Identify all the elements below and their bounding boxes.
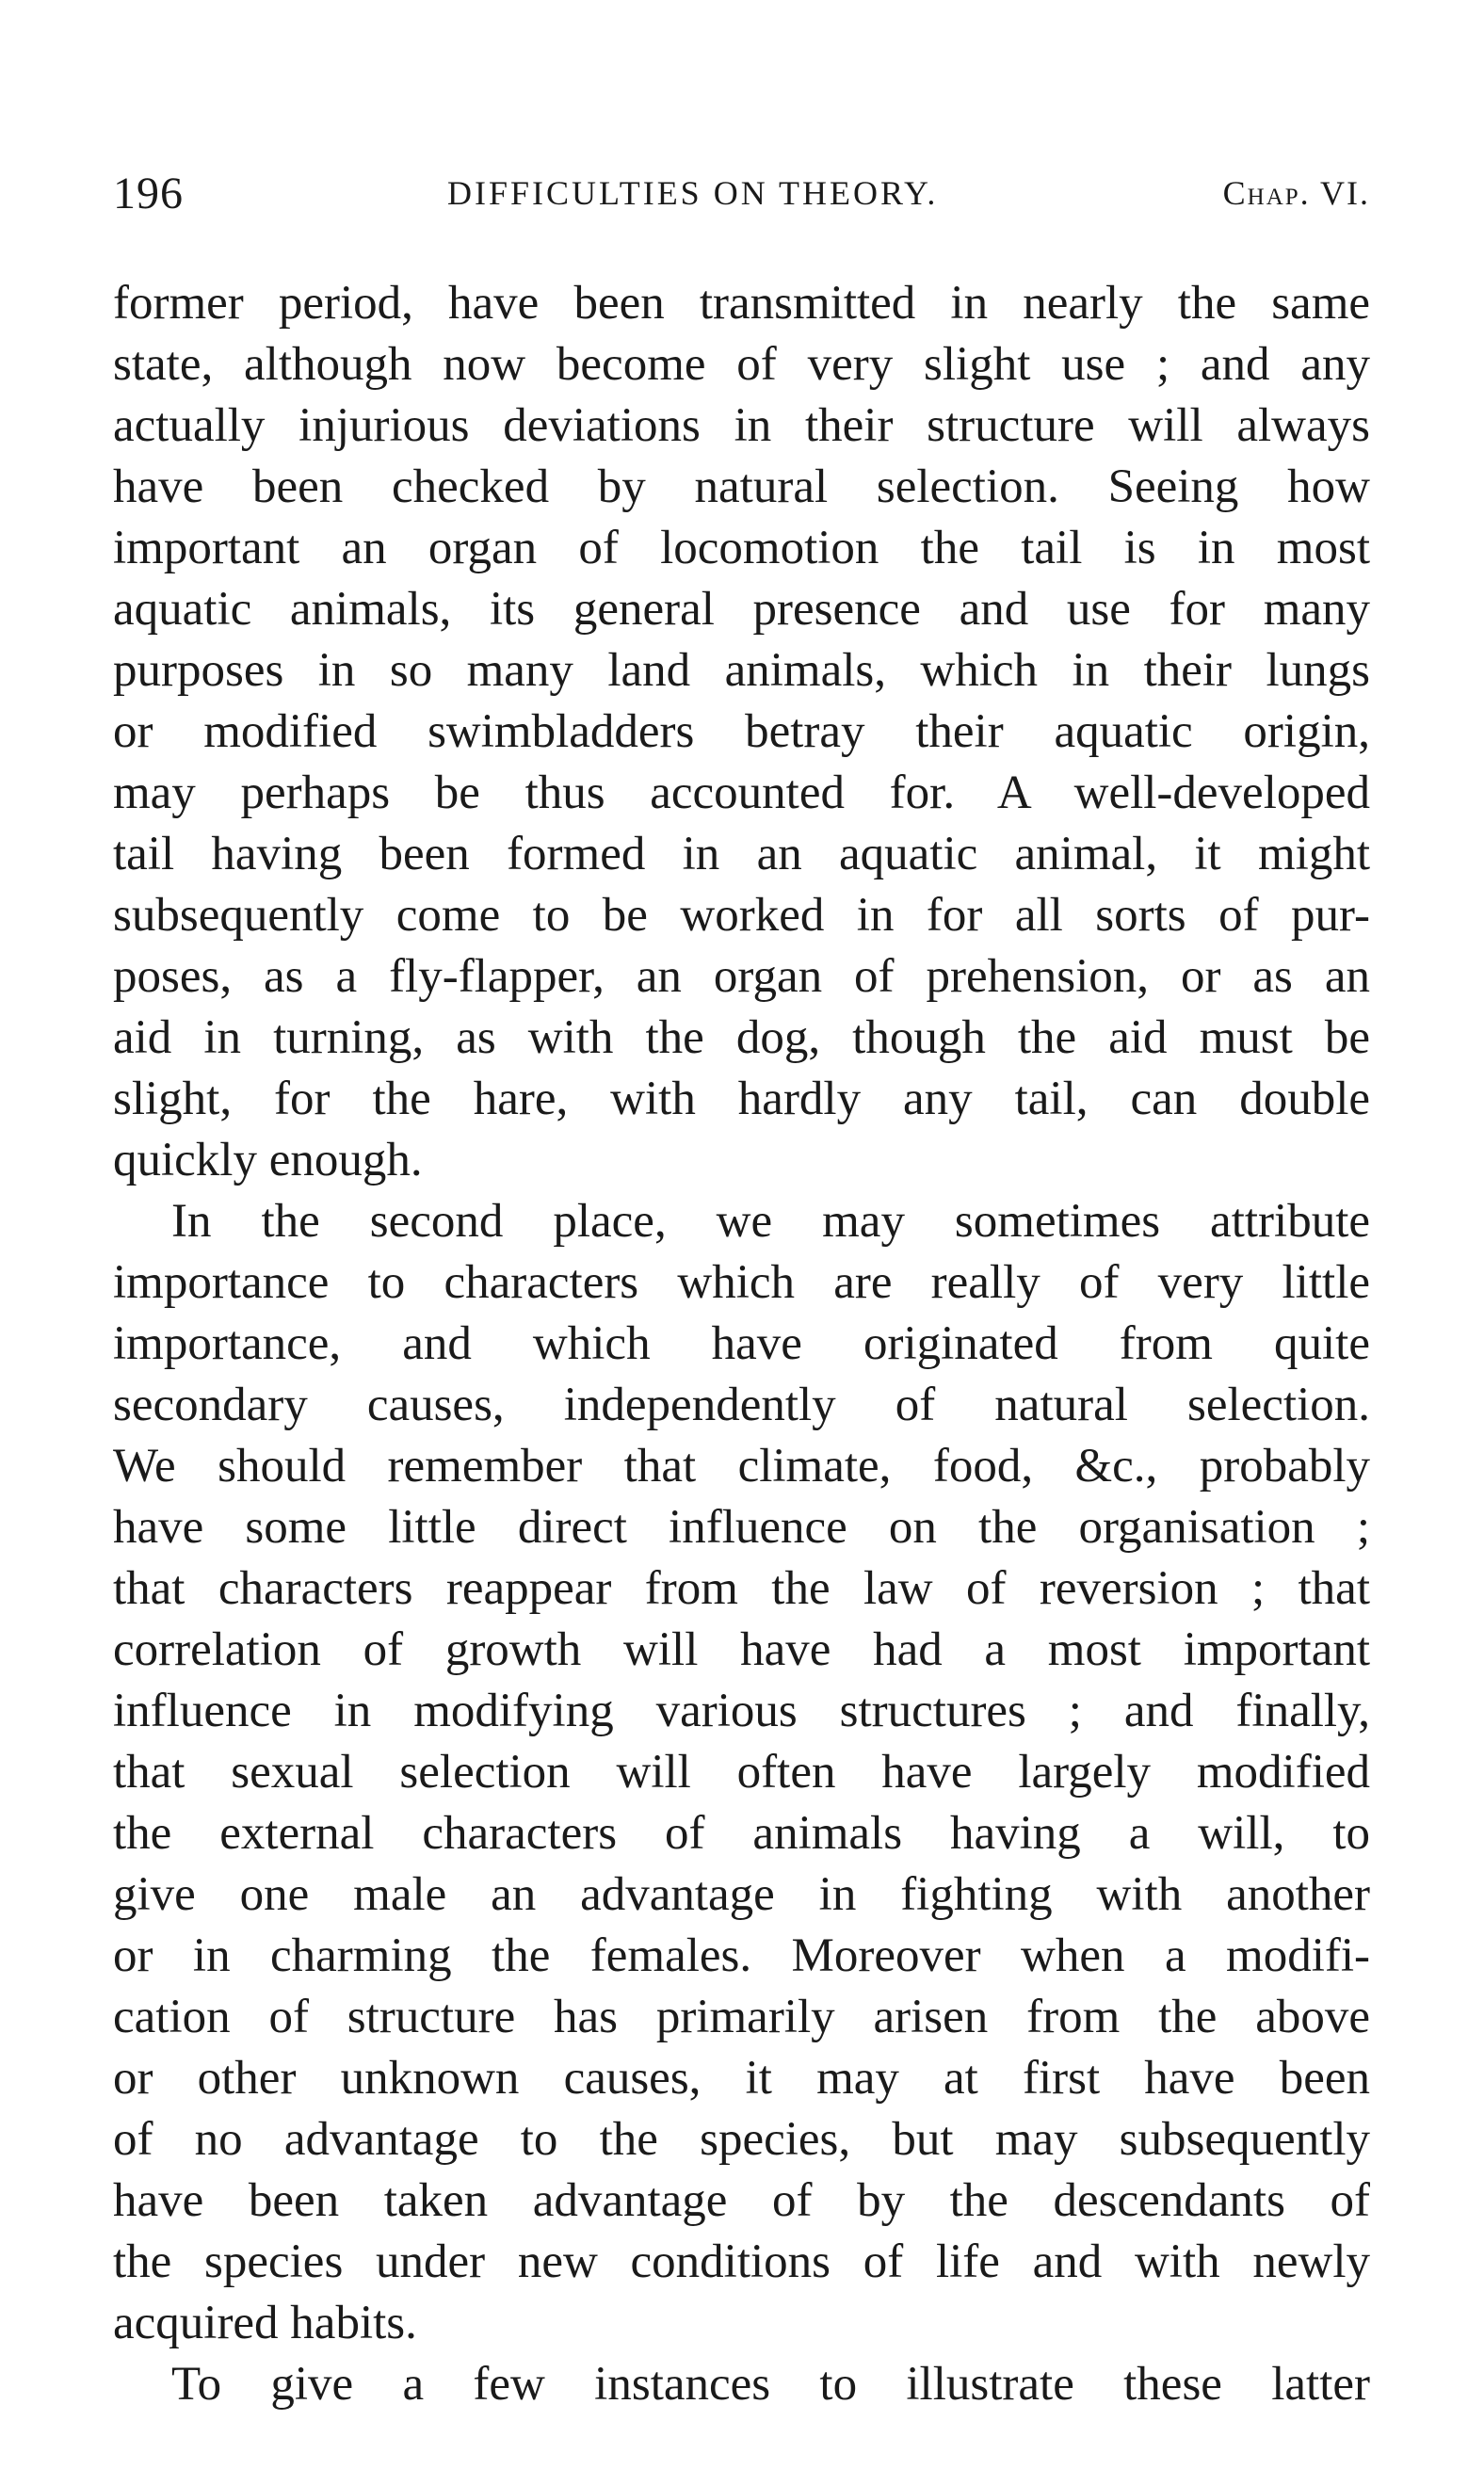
text-line: that sexual selection will often have largely modified <box>113 1746 1370 1799</box>
text-line: aid in turning, as with the dog, though the aid must be <box>113 1011 1370 1064</box>
text-line: the external characters of animals having a will, to <box>113 1807 1370 1860</box>
text-line: In the second place, we may sometimes attribute <box>171 1195 1370 1248</box>
text-line: give one male an advantage in fighting with another <box>113 1868 1370 1921</box>
text-line: correlation of growth will have had a most important <box>113 1623 1370 1676</box>
chapter-label: Chap. VI. <box>1222 174 1370 212</box>
text-line: influence in modifying various structures ; and finally, <box>113 1685 1370 1737</box>
text-line: or in charming the females. Moreover when a modifi- <box>113 1929 1370 1982</box>
text-line: cation of structure has primarily arisen from the above <box>113 1991 1370 2043</box>
running-head <box>113 168 1370 224</box>
text-line: have some little direct influence on the organisation ; <box>113 1501 1370 1554</box>
text-line: aquatic animals, its general presence and use for many <box>113 583 1370 636</box>
running-title: DIFFICULTIES ON THEORY. <box>447 174 939 212</box>
text-line: importance to characters which are really of very little <box>113 1256 1370 1309</box>
text-line: quickly enough. <box>113 1134 423 1186</box>
text-line: or other unknown causes, it may at first have been <box>113 2052 1370 2105</box>
text-line: state, although now become of very slight use ; and any <box>113 338 1370 391</box>
text-line: subsequently come to be worked in for all sorts of pur- <box>113 889 1370 942</box>
text-line: purposes in so many land animals, which in their lungs <box>113 644 1370 697</box>
paragraph-2 <box>113 1191 1370 2354</box>
text-line: or modified swimbladders betray their aquatic origin, <box>113 705 1370 758</box>
text-line: have been taken advantage of by the descendants of <box>113 2174 1370 2227</box>
text-line: tail having been formed in an aquatic animal, it might <box>113 828 1370 880</box>
text-line: We should remember that climate, food, &c., probably <box>113 1440 1370 1493</box>
text-line: have been checked by natural selection. Seeing how <box>113 460 1370 513</box>
page-number: 196 <box>113 169 184 218</box>
paragraph-3 <box>113 2354 1370 2415</box>
text-line: actually injurious deviations in their structure will always <box>113 399 1370 452</box>
text-line: acquired habits. <box>113 2297 417 2349</box>
text-line: important an organ of locomotion the tail is in most <box>113 522 1370 574</box>
text-line: of no advantage to the species, but may subsequently <box>113 2113 1370 2166</box>
paragraph-1 <box>113 273 1370 1191</box>
text-line: slight, for the hare, with hardly any tail, can double <box>113 1073 1370 1125</box>
text-line: former period, have been transmitted in nearly the same <box>113 277 1370 330</box>
text-line: may perhaps be thus accounted for. A well-developed <box>113 766 1370 819</box>
body-text <box>113 273 1370 2415</box>
text-line: the species under new conditions of life and with newly <box>113 2235 1370 2288</box>
text-line: secondary causes, independently of natural selection. <box>113 1379 1370 1431</box>
text-line: To give a few instances to illustrate these latter <box>171 2358 1370 2411</box>
text-line: poses, as a fly-flapper, an organ of prehension, or as an <box>113 950 1370 1003</box>
text-line: importance, and which have originated from quite <box>113 1317 1370 1370</box>
text-line: that characters reappear from the law of reversion ; that <box>113 1562 1370 1615</box>
